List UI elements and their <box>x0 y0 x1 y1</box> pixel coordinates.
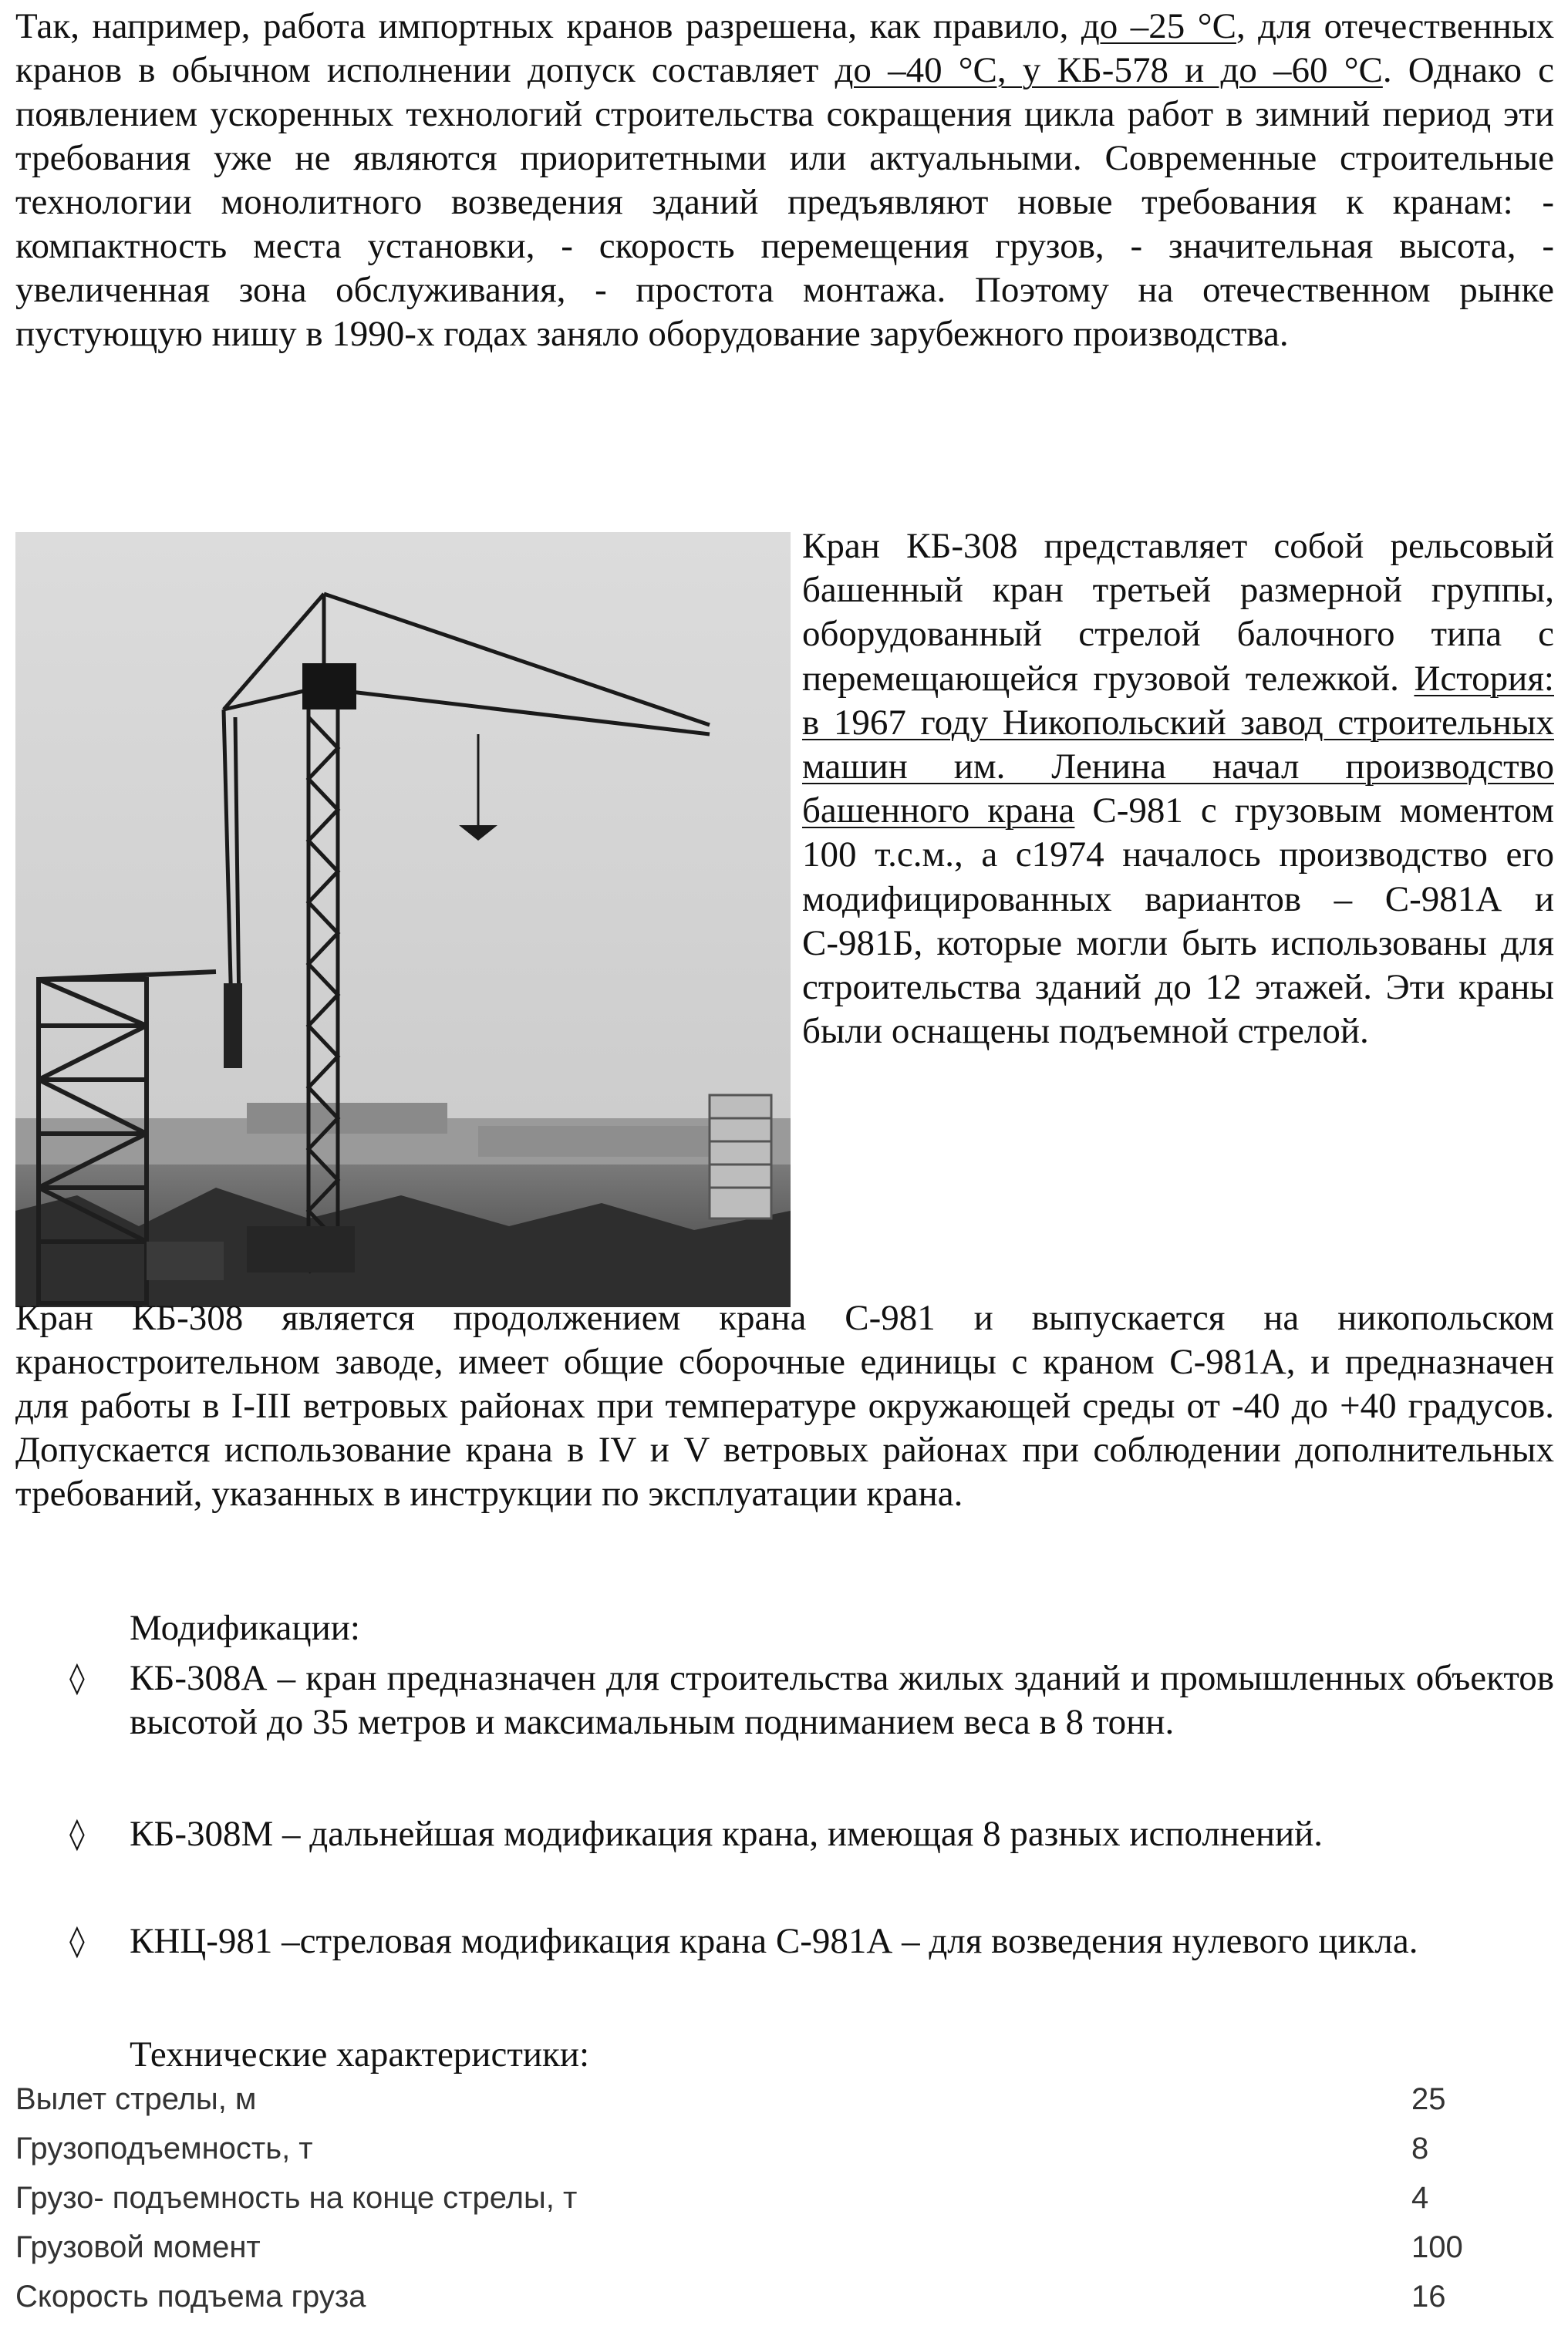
underlined-temperature-1: до –25 °С <box>1081 6 1236 46</box>
history-underlined: История: в 1967 году Никопольский завод строительных машин им. Ленина начал производство башенного крана <box>802 658 1554 831</box>
intro-text-3: . Однако с появлением ускоренных технологий строительства сокращения цикла работ в зимний период эти требования уже не являются приоритетными или актуальными. Современные строительные технологии монолитного возведения зданий предъявляют новые требования к кранам: - компактность места установки, - скорость перемещения грузов, - значительная высота, - увеличенная зона обслуживания, - простота монтажа. Поэтому на отечественном рынке пустующую нишу в 1990-х годах заняло оборудование зарубежного производства. <box>15 50 1554 354</box>
tower-crane-photo <box>15 532 791 1307</box>
diamond-bullet-icon: ◊ <box>69 1816 85 1852</box>
table-row <box>15 2181 1554 2230</box>
crane-description-paragraph <box>802 524 1554 1053</box>
modifications-heading: Модификации: <box>130 1608 360 1648</box>
diamond-bullet-icon: ◊ <box>69 1923 85 1959</box>
side-text-1: Кран КБ-308 представляет собой рельсовый башенный кран третьей размерной группы, оборудованный стрелой балочного типа с перемещающейся грузовой тележкой. <box>802 526 1554 699</box>
underlined-temperature-2: до –40 °С, у КБ-578 и до –60 °С <box>835 50 1383 90</box>
side-text-2: С-981 с грузовым моментом 100 т.с.м., а с1974 началось производство его модифицированных вариантов – С-981А и С-981Б, которые могли быть использованы для строительства зданий до 12 этажей. Эти краны были оснащены подъемной стрелой. <box>802 790 1554 1052</box>
table-row <box>15 2082 1554 2132</box>
intro-paragraph <box>15 5 1554 356</box>
spec-name: Грузо- подъемность на конце стрелы, т <box>15 2181 578 2215</box>
crane-cab <box>302 663 356 709</box>
spec-value: 8 <box>1411 2132 1429 2166</box>
spec-name: Грузовой момент <box>15 2230 261 2264</box>
modification-text: КБ-308А – кран предназначен для строительства жилых зданий и промышленных объектов высотой до 35 метров и максимальным подниманием веса в 8 тонн. <box>130 1658 1554 1742</box>
intro-text-2: , для отечественных кранов в обычном исполнении допуск составляет <box>15 6 1555 90</box>
spec-name: Вылет стрелы, м <box>15 2082 257 2116</box>
specs-table <box>15 2082 1554 2329</box>
spec-value: 25 <box>1411 2082 1446 2116</box>
modification-text: КБ-308М – дальнейшая модификация крана, имеющая 8 разных исполнений. <box>130 1814 1324 1854</box>
modification-text: КНЦ-981 –стреловая модификация крана С-981А – для возведения нулевого цикла. <box>130 1921 1418 1961</box>
continuation-paragraph: Кран КБ-308 является продолжением крана С-981 и выпускается на никопольском краностроительном заводе, имеет общие сборочные единицы с краном С-981А, и предназначен для работы в I-III ветровых районах при температуре окружающей среды от -40 до +40 градусов. Допускается использование крана в IV и V ветровых районах при соблюдении дополнительных требований, указанных в инструкции по эксплуатации крана. <box>15 1298 1554 1514</box>
table-row <box>15 2132 1554 2181</box>
spec-name: Скорость подъема груза <box>15 2280 366 2314</box>
spec-value: 4 <box>1411 2181 1429 2215</box>
table-row <box>15 2280 1554 2329</box>
diamond-bullet-icon: ◊ <box>69 1660 85 1696</box>
spec-name: Грузоподъемность, т <box>15 2132 313 2166</box>
intro-text-1: Так, например, работа импортных кранов разрешена, как правило, <box>15 6 1081 46</box>
spec-value: 16 <box>1411 2280 1446 2314</box>
table-row <box>15 2230 1554 2280</box>
specs-heading: Технические характеристики: <box>130 2034 590 2075</box>
spec-value: 100 <box>1411 2230 1463 2264</box>
